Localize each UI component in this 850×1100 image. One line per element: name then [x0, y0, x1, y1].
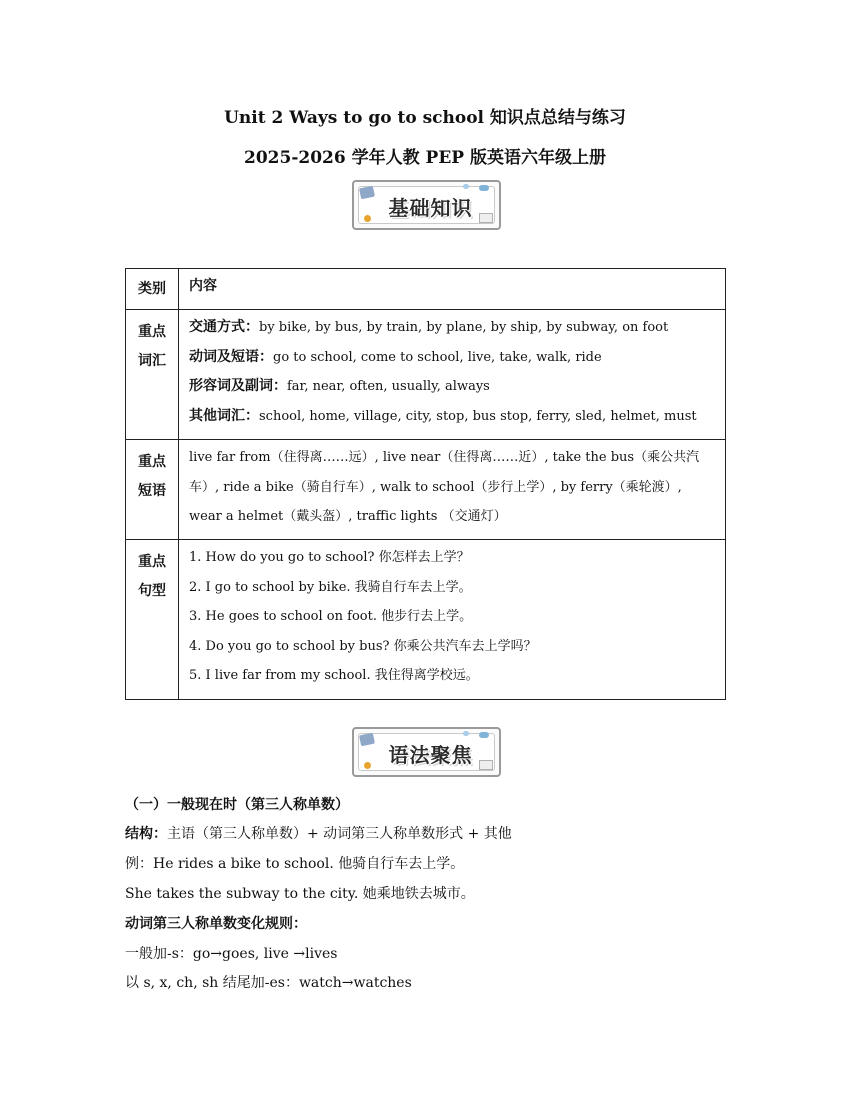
- section-banner-basics: [352, 180, 501, 230]
- sentence-item: 2. I go to school by bike. 我骑自行车去上学。: [189, 579, 472, 595]
- content-cell: [179, 540, 726, 700]
- sentence-item: 4. Do you go to school by bus? 你乘公共汽车去上学吗？: [189, 638, 537, 654]
- vocab-label: 交通方式：: [189, 319, 259, 335]
- category-label: 重点: [138, 324, 166, 340]
- category-cell: [126, 540, 179, 700]
- banner-label: 语法聚焦: [388, 743, 473, 767]
- cloud-icon: [463, 184, 469, 189]
- content-cell: [179, 440, 726, 540]
- table-row-sentences: [126, 540, 726, 700]
- sentence-item: 1. How do you go to school? 你怎样去上学？: [189, 550, 470, 565]
- structure-line: [125, 823, 512, 843]
- cloud-icon: [479, 185, 489, 191]
- content-cell: [179, 310, 726, 440]
- rule-item: 以 s, x, ch, sh 结尾加-es：watch→watches: [125, 975, 412, 991]
- rules-heading: 动词第三人称单数变化规则：: [125, 916, 307, 932]
- category-cell: [126, 440, 179, 540]
- vocab-text: school, home, village, city, stop, bus stop, ferry, sled, helmet, must: [259, 408, 697, 424]
- vocab-text: far, near, often, usually, always: [287, 379, 490, 394]
- rule-item: 一般加-s：go→goes, live →lives: [125, 946, 338, 962]
- cloud-icon: [479, 732, 489, 738]
- vocab-line: [189, 343, 717, 373]
- header-content-cell: [179, 269, 726, 310]
- vocab-label: 动词及短语：: [189, 348, 273, 365]
- category-label: 词汇: [138, 353, 166, 369]
- banner-label: 基础知识: [388, 196, 473, 220]
- table-header-row: [126, 269, 726, 310]
- dot-icon: [364, 762, 371, 769]
- grammar-heading: （一）一般现在时（第三人称单数）: [125, 797, 349, 813]
- example-line: 例：He rides a bike to school. 他骑自行车去上学。: [125, 856, 465, 872]
- category-label: 重点: [138, 554, 166, 570]
- vocab-text: go to school, come to school, live, take, walk, ride: [273, 349, 602, 365]
- table-row-vocabulary: [126, 310, 726, 440]
- sentence-item: 5. I live far from my school. 我住得离学校远。: [189, 668, 479, 683]
- vocab-line: [189, 372, 717, 402]
- vocab-line: [189, 313, 717, 343]
- header-category: 类别: [138, 281, 166, 297]
- header-category-cell: [126, 269, 179, 310]
- example-line: She takes the subway to the city. 她乘地铁去城市。: [125, 886, 475, 902]
- dot-icon: [364, 215, 371, 222]
- document-title: Unit 2 Ways to go to school 知识点总结与练习: [224, 108, 626, 128]
- vocab-line: [189, 402, 717, 432]
- vocab-label: 其他词汇：: [189, 407, 259, 424]
- category-label: 重点: [138, 454, 166, 470]
- section-banner-grammar: [352, 727, 501, 777]
- category-label: 句型: [138, 583, 166, 599]
- cloud-icon: [463, 731, 469, 736]
- table-row-phrases: [126, 440, 726, 540]
- header-content: 内容: [189, 278, 217, 294]
- category-cell: [126, 310, 179, 440]
- structure-label: 结构：: [125, 826, 167, 842]
- vocab-text: by bike, by bus, by train, by plane, by ship, by subway, on foot: [259, 320, 669, 335]
- vocab-label: 形容词及副词：: [189, 378, 287, 394]
- document-subtitle: 2025-2026 学年人教 PEP 版英语六年级上册: [244, 148, 606, 168]
- category-label: 短语: [138, 483, 166, 499]
- knowledge-table: [125, 268, 726, 700]
- structure-text: 主语（第三人称单数）+ 动词第三人称单数形式 + 其他: [167, 826, 512, 842]
- phrases-text: live far from（住得离……远）, live near（住得离……近）, take the bus（乘公共汽车）, ride a bike（骑自行车）, walk to school（步行上学）, by ferry（乘轮渡）, wear a helmet（戴头盔）, traffic lights （交通灯）: [189, 450, 700, 524]
- sentence-item: 3. He goes to school on foot. 他步行去上学。: [189, 609, 473, 624]
